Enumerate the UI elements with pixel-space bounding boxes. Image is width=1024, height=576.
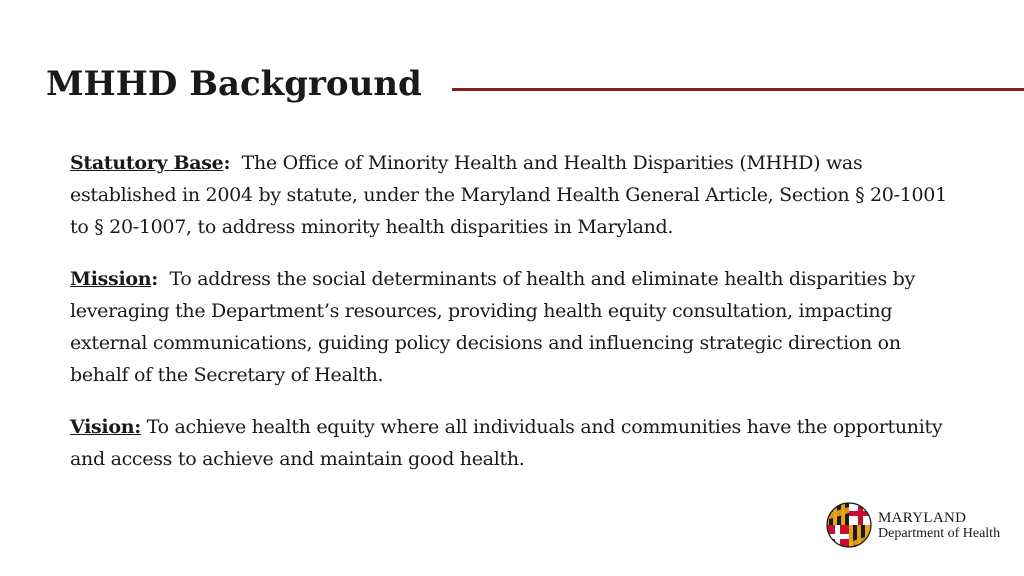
statutory-base-colon: : bbox=[223, 152, 231, 174]
logo-department-text: Department of Health bbox=[878, 526, 1001, 541]
title-divider-line bbox=[452, 88, 1024, 91]
statutory-base-heading: Statutory Base bbox=[70, 152, 224, 174]
vision-paragraph bbox=[70, 411, 950, 475]
vision-heading: Vision: bbox=[70, 416, 141, 438]
statutory-base-text: The Office of Minority Health and Health Disparities (MHHD) was established in 2004 by statute, under the Maryland Health General Article, Section § 20-1001 to § 20-1007, to address minority health disparities in Maryland. bbox=[70, 152, 947, 238]
logo-maryland-text: MARYLAND bbox=[878, 510, 967, 526]
mission-heading: Mission bbox=[70, 268, 152, 290]
statutory-base-paragraph bbox=[70, 147, 950, 243]
slide-title: MHHD Background bbox=[46, 64, 422, 104]
content-area bbox=[70, 147, 950, 495]
mission-text: To address the social determinants of health and eliminate health disparities by leveraging the Department’s resources, providing health equity consultation, impacting external communications, guiding policy decisions and influencing strategic direction on behalf of the Secretary of Health. bbox=[70, 268, 915, 386]
maryland-health-logo bbox=[826, 502, 1016, 548]
mission-colon: : bbox=[151, 268, 158, 290]
mission-paragraph bbox=[70, 263, 950, 391]
vision-text: To achieve health equity where all individuals and communities have the opportunity and access to achieve and maintain good health. bbox=[70, 416, 943, 470]
logo-wordmark bbox=[878, 510, 1000, 542]
maryland-flag-seal-icon bbox=[826, 502, 872, 548]
